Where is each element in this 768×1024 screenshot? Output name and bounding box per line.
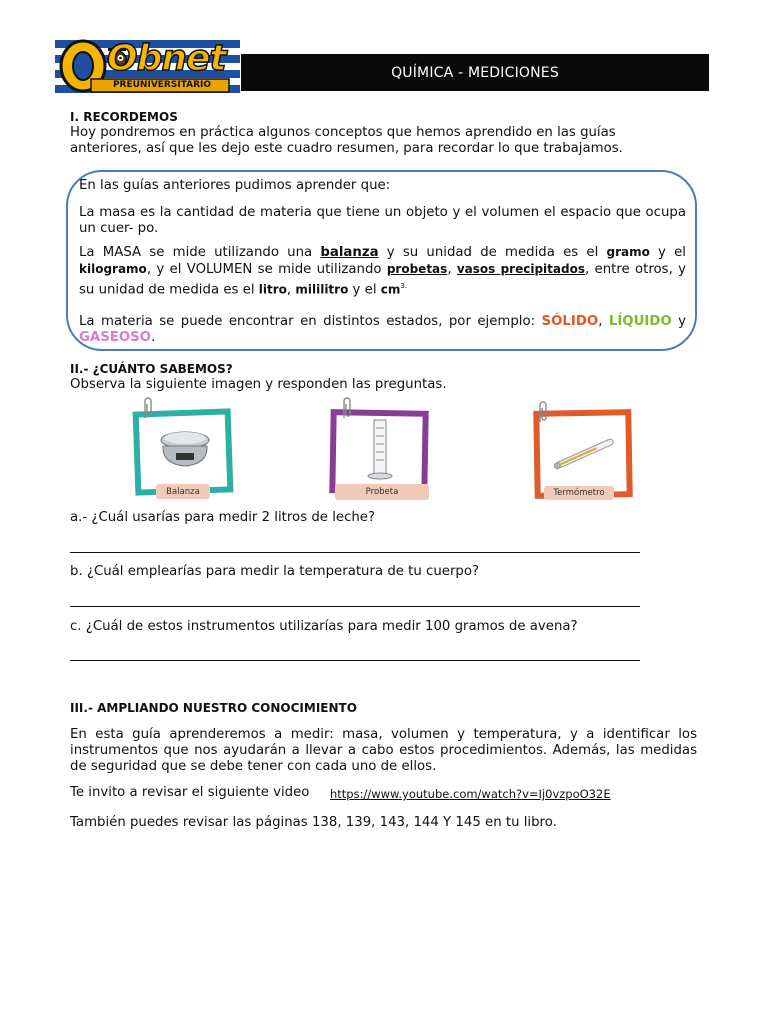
logo-subtitle: PREUNIVERSITARIO: [112, 80, 212, 90]
card-label: Balanza: [156, 484, 210, 499]
summary-line-states: La materia se puede encontrar en distintos estados, por ejemplo: SÓLIDO, LÍQUIDO y GASEOSO.: [79, 314, 686, 346]
section-intro-cuanto-sabemos: Observa la siguiente imagen y responden las preguntas.: [70, 377, 447, 392]
video-invite-text: Te invito a revisar el siguiente video: [70, 785, 310, 800]
section-intro-recordemos: Hoy pondremos en práctica algunos conceptos que hemos aprendido en las guías anteriores, así que les dejo este cuadro resumen, para recordar lo que trabajamos.: [70, 125, 623, 156]
paperclip-icon: [340, 396, 352, 420]
paperclip-icon: [536, 400, 548, 424]
term-cm-sup: 3.: [400, 282, 408, 290]
card-label: Termómetro: [544, 486, 614, 500]
term-vasos-precipitados: vasos precipitados: [456, 262, 585, 276]
section-heading-recordemos: I. RECORDEMOS: [70, 110, 178, 124]
summary-content: [79, 178, 686, 346]
summary-line-units: La MASA se mide utilizando una balanza y su unidad de medida es el gramo y el kilogramo, y el VOLUMEN se mide utilizando probetas, vasos precipitados, entre otros, y su unidad de medida es el litro, mililitro y el $cm^{3.}$: [79, 245, 686, 298]
term-cm: cm: [380, 282, 401, 297]
question-a: a.- ¿Cuál usarías para medir 2 litros de leche?: [70, 510, 376, 525]
answer-line-b[interactable]: [70, 606, 640, 607]
term-probetas: probetas: [386, 262, 448, 276]
section-body-ampliando: En esta guía aprenderemos a medir: masa, volumen y temperatura, y a identificar los instrumentos que nos ayudarán a llevar a cabo estos procedimientos. Además, las medidas de seguridad que se debe tener con cada uno de ellos.: [70, 727, 697, 774]
scale-icon: [154, 426, 216, 474]
summary-line-intro: En las guías anteriores pudimos aprender que:: [79, 178, 391, 193]
term-gramo: gramo: [606, 245, 650, 259]
answer-line-a[interactable]: [70, 552, 640, 553]
thermometer-icon: [546, 436, 626, 472]
answer-line-c[interactable]: [70, 660, 640, 661]
card-termometro: [530, 402, 640, 506]
section-heading-cuanto-sabemos: II.- ¿CUÁNTO SABEMOS?: [70, 362, 233, 376]
state-gaseoso: GASEOSO: [79, 330, 152, 346]
summary-line-definition: La masa es la cantidad de materia que tiene un objeto y el volumen el espacio que ocupa un cuer- po.: [79, 205, 686, 236]
term-balanza: balanza: [320, 245, 379, 260]
state-solido: SÓLIDO: [541, 314, 599, 330]
page-title: QUÍMICA - MEDICIONES: [241, 54, 709, 91]
book-pages-text: También puedes revisar las páginas 138, 139, 143, 144 Y 145 en tu libro.: [70, 815, 557, 830]
brand-logo: [55, 38, 240, 94]
section-heading-ampliando: III.- AMPLIANDO NUESTRO CONOCIMIENTO: [70, 701, 357, 715]
logo-wordmark: Obnet: [107, 38, 226, 79]
card-probeta: [325, 398, 435, 503]
card-label: Probeta: [335, 484, 429, 500]
term-kilogramo: kilogramo: [79, 262, 147, 276]
video-link[interactable]: https://www.youtube.com/watch?v=Ij0vzpoO32E: [330, 787, 611, 801]
card-balanza: [130, 398, 242, 503]
paperclip-icon: [141, 396, 153, 420]
question-b: b. ¿Cuál emplearías para medir la temperatura de tu cuerpo?: [70, 564, 480, 579]
state-liquido: LÍQUIDO: [608, 314, 672, 330]
graduated-cylinder-icon: [363, 418, 397, 486]
question-c: c. ¿Cuál de estos instrumentos utilizarías para medir 100 gramos de avena?: [70, 619, 578, 634]
term-mililitro: mililitro: [295, 282, 349, 297]
term-litro: litro: [258, 282, 287, 297]
